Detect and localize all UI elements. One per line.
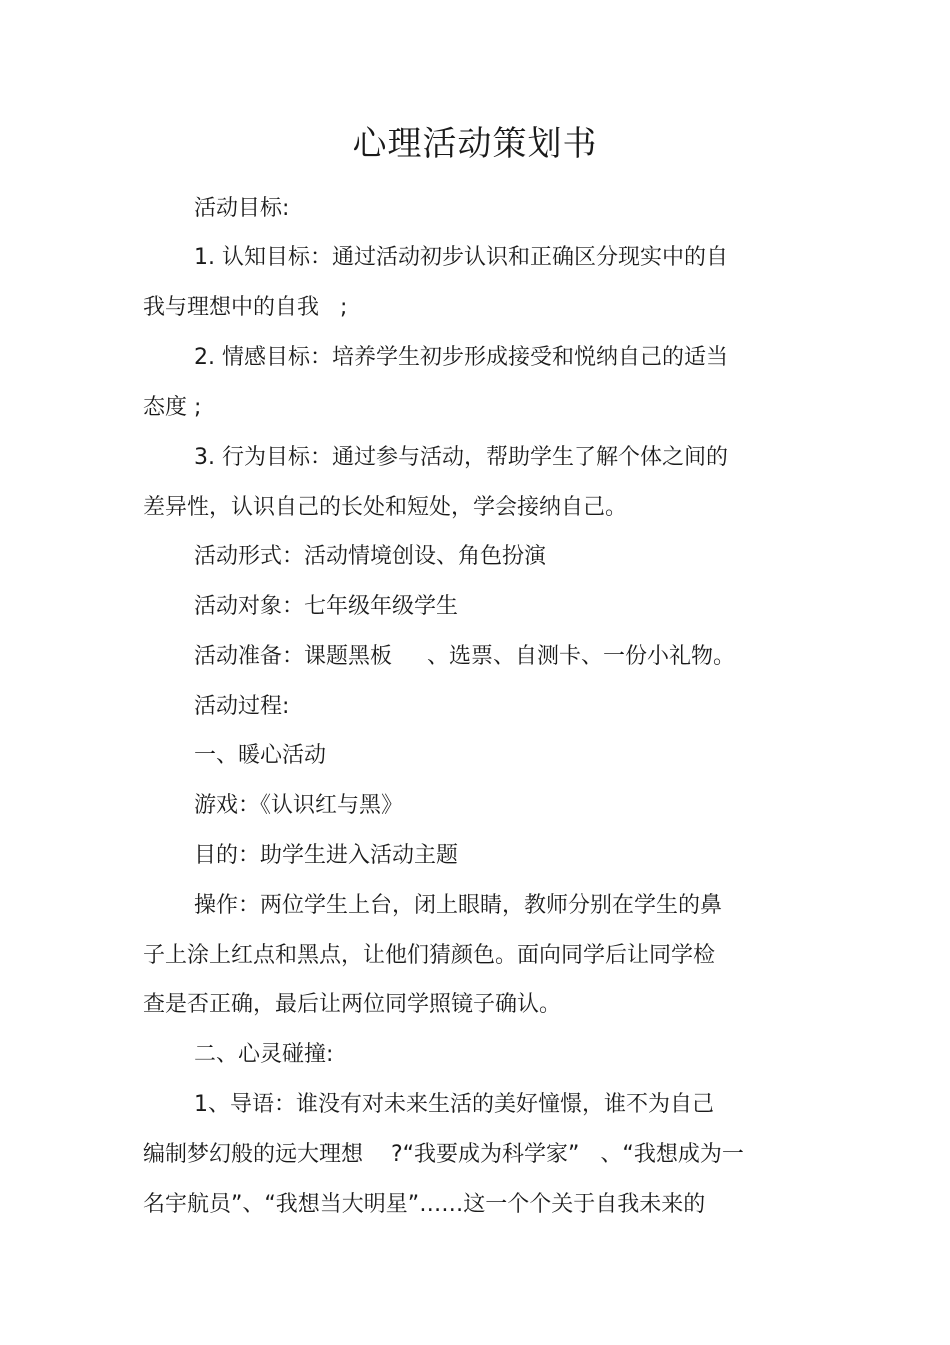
text-line: 编制梦幻般的远大理想 ?“我要成为科学家” 、“我想成为一: [143, 1142, 744, 1167]
text-line: 2. 情感目标：培养学生初步形成接受和悦纳自己的适当: [194, 345, 728, 370]
text-line: 目的：助学生进入活动主题: [194, 843, 459, 868]
text-line: 差异性，认识自己的长处和短处，学会接纳自己。: [143, 495, 628, 520]
text-line: 查是否正确，最后让两位同学照镜子确认。: [143, 992, 562, 1017]
text-line: 活动过程:: [194, 694, 290, 719]
text-line: 名宇航员”、“我想当大明星”……这一个个关于自我未来的: [143, 1192, 706, 1217]
text-line: 活动形式：活动情境创设、角色扮演: [194, 544, 547, 569]
text-line: 子上涂上红点和黑点，让他们猜颜色。面向同学后让同学检: [143, 943, 716, 968]
text-line: 1、导语：谁没有对未来生活的美好憧憬，谁不为自己: [194, 1092, 714, 1117]
text-line: 游戏：《认识红与黑》: [194, 793, 404, 818]
text-line: 3. 行为目标：通过参与活动，帮助学生了解个体之间的: [194, 445, 728, 470]
text-line: 活动准备：课题黑板 、选票、自测卡、一份小礼物。: [194, 644, 735, 669]
text-line: 活动目标:: [194, 196, 290, 221]
document-title: 心理活动策划书: [352, 124, 598, 164]
text-line: 二、心灵碰撞:: [194, 1042, 334, 1067]
text-line: 活动对象：七年级年级学生: [194, 594, 459, 619]
text-line: 一、暖心活动: [194, 743, 327, 768]
text-line: 我与理想中的自我 ;: [143, 295, 348, 320]
text-line: 1. 认知目标：通过活动初步认识和正确区分现实中的自: [194, 245, 728, 270]
text-line: 操作：两位学生上台，闭上眼睛，教师分别在学生的鼻: [194, 893, 723, 918]
text-line: 态度 ;: [143, 395, 202, 420]
